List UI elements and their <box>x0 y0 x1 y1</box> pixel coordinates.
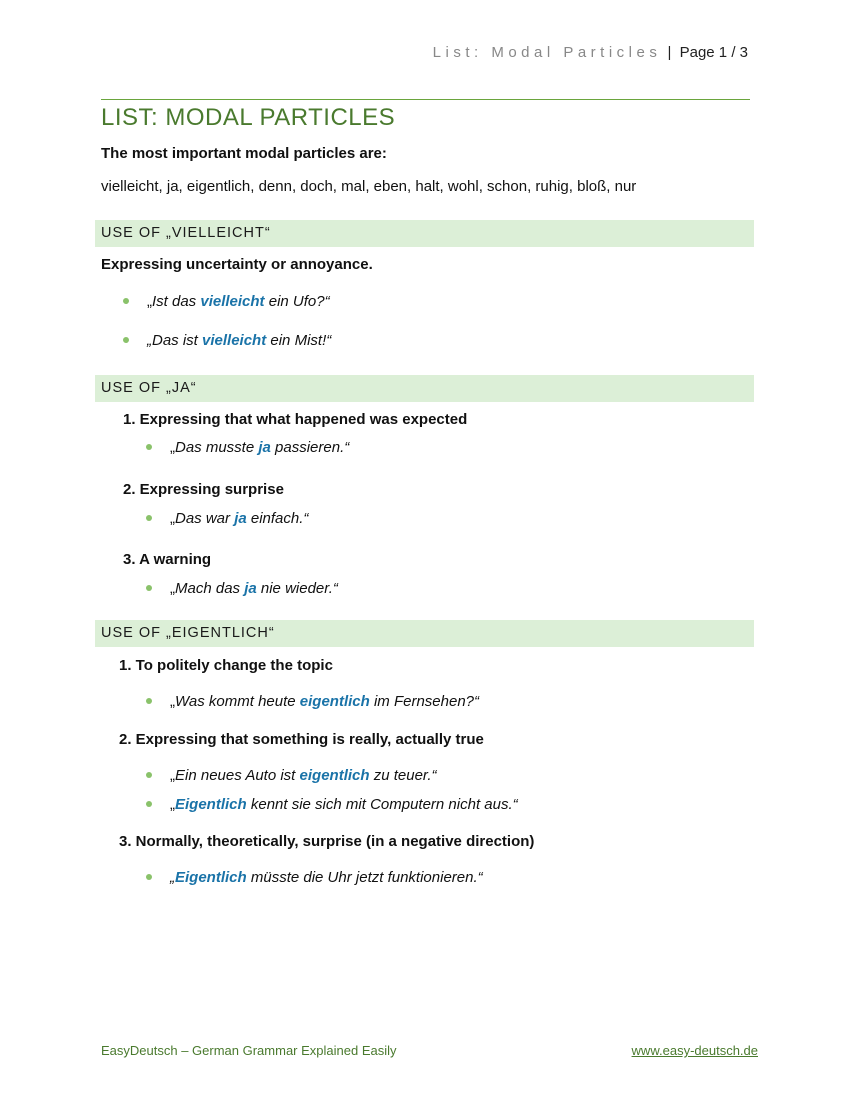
bullet-icon <box>146 515 152 521</box>
particle-highlight: ja <box>258 439 271 456</box>
example-item: „Was kommt heute eigentlich im Fernsehen?“ <box>146 693 479 710</box>
particle-highlight: ja <box>234 510 247 527</box>
bullet-icon <box>123 337 129 343</box>
example-item: „Eigentlich müsste die Uhr jetzt funktionieren.“ <box>146 869 483 886</box>
numbered-item-label: 1. To politely change the topic <box>119 657 333 674</box>
bullet-icon <box>123 298 129 304</box>
example-item: „Das ist vielleicht ein Mist!“ <box>123 332 331 349</box>
section-description: Expressing uncertainty or annoyance. <box>101 256 373 273</box>
section-heading-vielleicht: USE OF „VIELLEICHT“ <box>95 220 754 247</box>
particle-highlight: vielleicht <box>200 293 265 310</box>
numbered-item-label: 2. Expressing surprise <box>123 481 284 498</box>
footer-brand: EasyDeutsch – German Grammar Explained Easily <box>101 1043 397 1058</box>
particle-highlight: eigentlich <box>299 767 370 784</box>
example-item: „Das musste ja passieren.“ <box>146 439 349 456</box>
bullet-icon <box>146 772 152 778</box>
example-item: „Das war ja einfach.“ <box>146 510 308 527</box>
page-title: LIST: MODAL PARTICLES <box>101 104 396 131</box>
numbered-item-label: 3. A warning <box>123 551 212 568</box>
numbered-item-label: 1. Expressing that what happened was expected <box>123 411 468 428</box>
bullet-icon <box>146 698 152 704</box>
section-heading-ja: USE OF „JA“ <box>95 375 754 402</box>
section-heading-eigentlich: USE OF „EIGENTLICH“ <box>95 620 754 647</box>
header-separator: | <box>667 44 672 61</box>
example-item: „Mach das ja nie wieder.“ <box>146 580 338 597</box>
example-item: „Eigentlich kennt sie sich mit Computern nicht aus.“ <box>146 796 518 813</box>
bullet-icon <box>146 874 152 880</box>
particle-list: vielleicht, ja, eigentlich, denn, doch, mal, eben, halt, wohl, schon, ruhig, bloß, nur <box>101 178 637 195</box>
page-number: Page 1 / 3 <box>679 44 748 61</box>
example-item: „Ein neues Auto ist eigentlich zu teuer.“ <box>146 767 437 784</box>
numbered-item-label: 2. Expressing that something is really, actually true <box>119 731 484 748</box>
example-item: „Ist das vielleicht ein Ufo?“ <box>123 293 330 310</box>
bullet-icon <box>146 585 152 591</box>
title-divider <box>101 99 750 100</box>
page-header <box>433 44 748 61</box>
particle-highlight: Eigentlich <box>175 796 247 813</box>
bullet-icon <box>146 444 152 450</box>
doc-title: List: Modal Particles <box>432 44 662 61</box>
particle-highlight: ja <box>244 580 257 597</box>
particle-highlight: vielleicht <box>202 332 267 349</box>
bullet-icon <box>146 801 152 807</box>
particle-highlight: eigentlich <box>299 693 370 710</box>
numbered-item-label: 3. Normally, theoretically, surprise (in a negative direction) <box>119 833 535 850</box>
particle-highlight: Eigentlich <box>175 869 247 886</box>
intro-label: The most important modal particles are: <box>101 145 387 162</box>
footer-website-link[interactable]: www.easy-deutsch.de <box>631 1043 758 1058</box>
